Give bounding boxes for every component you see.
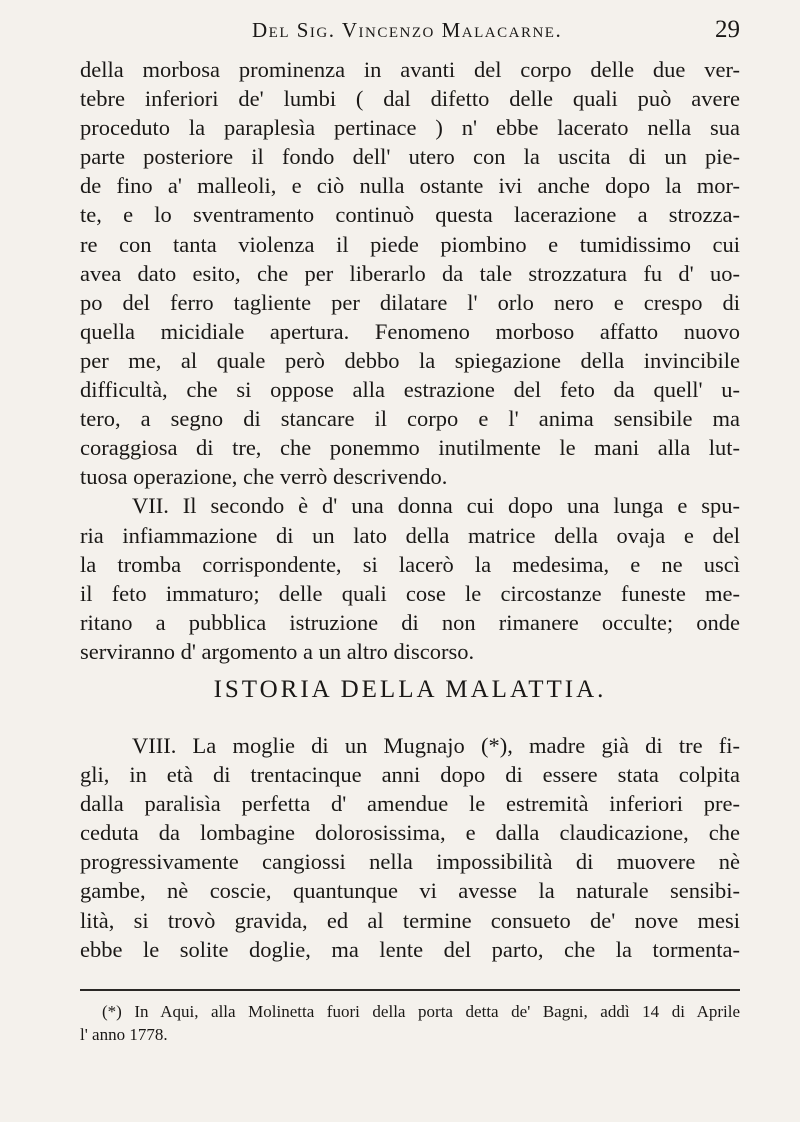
text-line: proceduto la paraplesìa pertinace ) n' ebbe lacerato nella sua [80, 115, 740, 141]
text-line: avea dato esito, che per liberarlo da tale strozzatura fu d' uo- [80, 260, 740, 286]
text-line: ritano a pubblica istruzione di non rimanere occulte; onde [80, 609, 740, 635]
text-line: serviranno d' argomento a un altro discorso. [80, 638, 475, 664]
text-line: VII. Il secondo è d' una donna cui dopo una lunga e spu- [132, 493, 740, 519]
text-line: quella micidiale apertura. Fenomeno morboso affatto nuovo [80, 318, 740, 344]
text-line: coraggiosa di tre, che ponemmo inutilmente le mani alla lut- [80, 435, 740, 461]
text-line: lità, si trovò gravida, ed al termine consueto de' nove mesi [80, 907, 740, 933]
text-line: ria infiammazione di un lato della matrice della ovaja e del [80, 522, 740, 548]
text-line: della morbosa prominenza in avanti del corpo delle due ver- [80, 57, 740, 82]
text-line: te, e lo sventramento continuò questa lacerazione a strozza- [80, 202, 740, 228]
text-line: per me, al quale però debbo la spiegazione della invincibile [80, 347, 740, 373]
text-line: gambe, nè coscie, quantunque vi avesse la naturale sensibi- [80, 878, 740, 904]
text-line: la tromba corrispondente, si lacerò la medesima, e ne uscì [80, 551, 740, 577]
footnote [80, 1000, 740, 1046]
text-line: tero, a segno di stancare il corpo e l' anima sensibile ma [80, 406, 740, 432]
paragraph-vii [80, 491, 740, 666]
text-line: tuosa operazione, che verrò descrivendo. [80, 464, 448, 490]
text-line: difficultà, che si oppose alla estrazione del feto da quell' u- [80, 377, 740, 403]
text-line: de fino a' malleoli, e ciò nulla ostante ivi anche dopo la mor- [80, 173, 740, 199]
running-title: Del Sig. Vincenzo Malacarne. [252, 18, 563, 42]
text-line: re con tanta violenza il piede piombino e tumidissimo cui [80, 231, 740, 257]
paragraph-continuation [80, 55, 740, 491]
body-text-lower [80, 731, 740, 964]
text-line: ceduta da lombagine dolorosissima, e dalla claudicazione, che [80, 820, 740, 846]
paragraph-viii [80, 731, 740, 964]
text-line: ebbe le solite doglie, ma lente del parto, che la tormenta- [80, 936, 740, 962]
text-line: progressivamente cangiossi nella impossibilità di muovere nè [80, 849, 740, 875]
footnote-line: (*) In Aqui, alla Molinetta fuori della porta detta de' Bagni, addì 14 di Aprile [102, 1002, 740, 1021]
body-text-upper [80, 55, 740, 666]
section-heading: ISTORIA DELLA MALATTIA. [213, 676, 607, 703]
text-line: dalla paralisìa perfetta d' amendue le estremità inferiori pre- [80, 791, 740, 817]
text-line: parte posteriore il fondo dell' utero con la uscita di un pie- [80, 144, 740, 170]
text-line: il feto immaturo; delle quali cose le circostanze funeste me- [80, 580, 740, 606]
page-number: 29 [715, 16, 740, 43]
text-line: gli, in età di trentacinque anni dopo di essere stata colpita [80, 762, 740, 788]
text-line: VIII. La moglie di un Mugnajo (*), madre già di tre fi- [132, 733, 740, 758]
text-line: tebre inferiori de' lumbi ( dal difetto delle quali può avere [80, 86, 740, 112]
footnote-line: l' anno 1778. [80, 1025, 168, 1044]
footnote-rule [80, 989, 740, 991]
running-head [80, 14, 740, 48]
text-line: po del ferro tagliente per dilatare l' orlo nero e crespo di [80, 289, 740, 315]
